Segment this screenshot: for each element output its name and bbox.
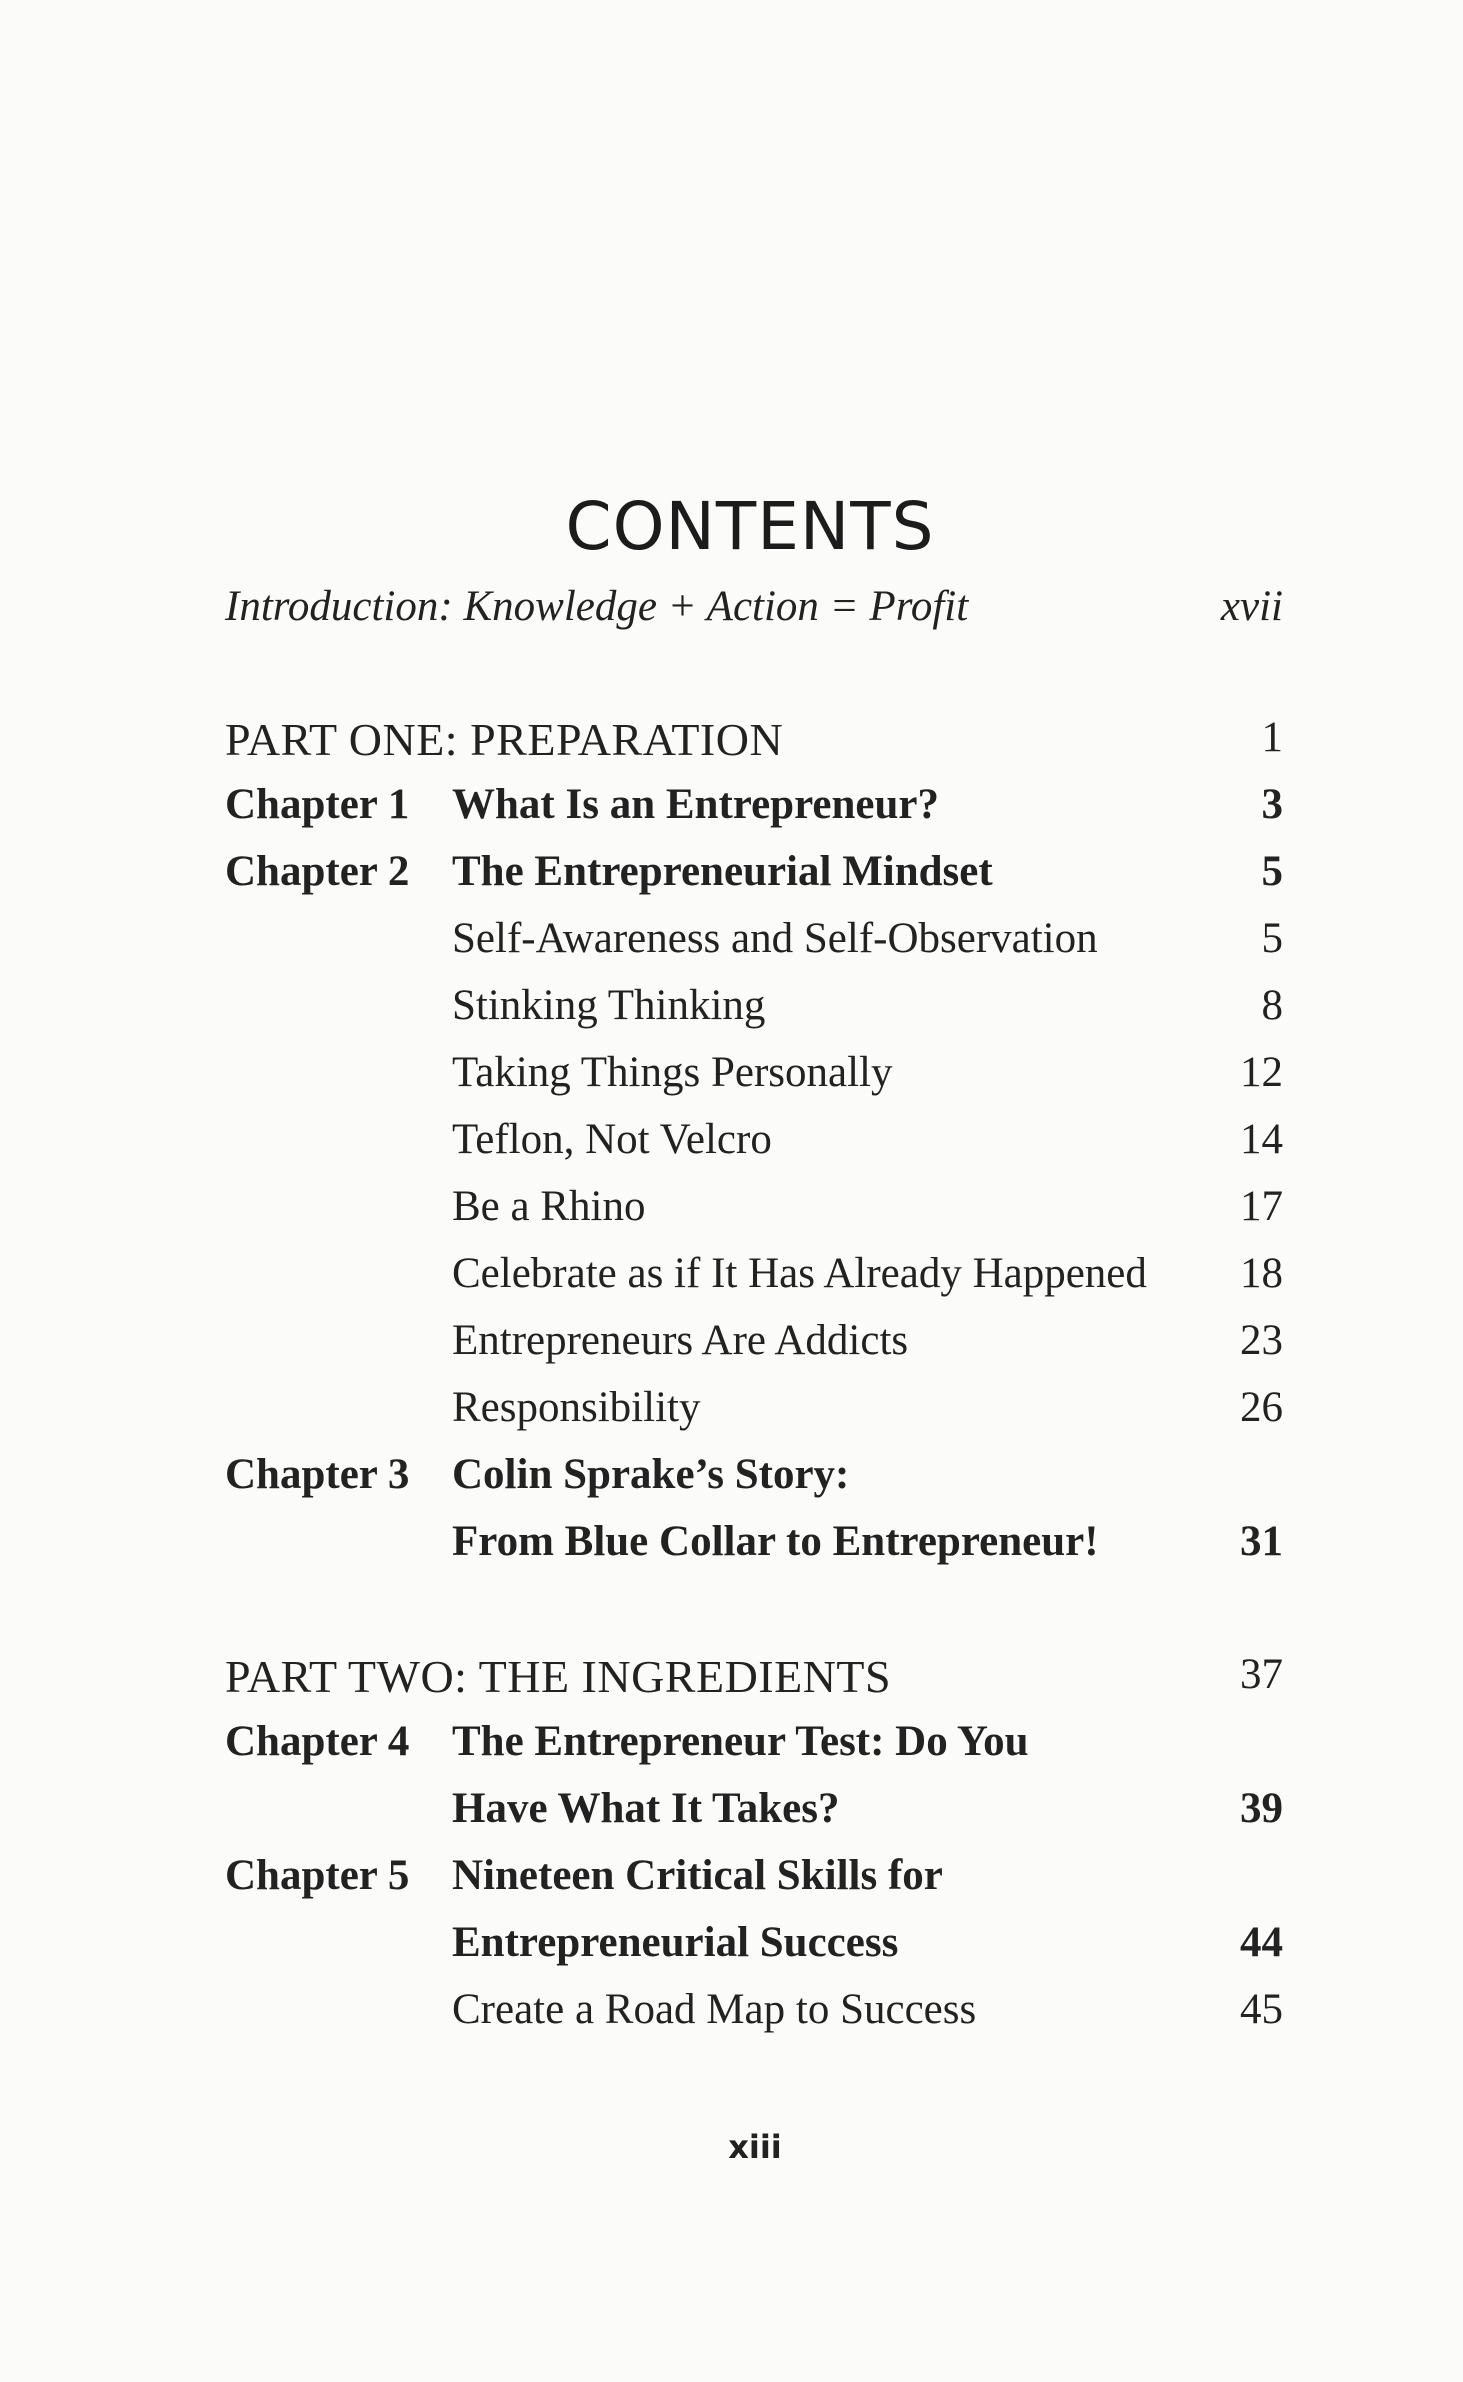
- part-page: 37: [1240, 1651, 1283, 1698]
- section-page: 18: [1240, 1250, 1283, 1297]
- section-page: 5: [1261, 915, 1283, 962]
- section-title: Be a Rhino: [452, 1183, 646, 1230]
- chapter-page: 44: [1240, 1919, 1283, 1966]
- toc-entry-chapter-1: [0, 780, 1463, 840]
- chapter-label: Chapter 1: [225, 781, 410, 828]
- chapter-title-line2: Have What It Takes?: [452, 1785, 840, 1832]
- chapter-page: 5: [1261, 848, 1283, 895]
- chapter-page: 31: [1240, 1518, 1283, 1565]
- section-page: 14: [1240, 1116, 1283, 1163]
- toc-entry-chapter-5-cont: [0, 1918, 1463, 1978]
- chapter-title-line1: The Entrepreneur Test: Do You: [452, 1718, 1029, 1765]
- toc-section: [0, 1383, 1463, 1443]
- section-title: Teflon, Not Velcro: [452, 1116, 772, 1163]
- section-title: Create a Road Map to Success: [452, 1986, 977, 2033]
- toc-entry-chapter-3: [0, 1450, 1463, 1510]
- section-page: 23: [1240, 1317, 1283, 1364]
- toc-entry-chapter-2: [0, 847, 1463, 907]
- chapter-label: Chapter 4: [225, 1718, 410, 1765]
- section-title: Stinking Thinking: [452, 982, 766, 1029]
- section-title: Celebrate as if It Has Already Happened: [452, 1250, 1147, 1297]
- chapter-title-line2: From Blue Collar to Entrepreneur!: [452, 1518, 1099, 1565]
- chapter-title: The Entrepreneurial Mindset: [452, 848, 993, 895]
- toc-entry-chapter-3-cont: [0, 1517, 1463, 1577]
- section-page: 12: [1240, 1049, 1283, 1096]
- toc-section: [0, 1249, 1463, 1309]
- toc-section: [0, 981, 1463, 1041]
- part-page: 1: [1261, 714, 1283, 761]
- section-page: 8: [1261, 982, 1283, 1029]
- section-title: Taking Things Personally: [452, 1049, 893, 1096]
- chapter-title-line1: Nineteen Critical Skills for: [452, 1852, 943, 1899]
- part-heading-two: [0, 1650, 1463, 1710]
- section-title: Self-Awareness and Self-Observation: [452, 915, 1098, 962]
- section-page: 45: [1240, 1986, 1283, 2033]
- section-title: Responsibility: [452, 1384, 701, 1431]
- toc-entry-introduction: [0, 582, 1463, 642]
- section-page: 26: [1240, 1384, 1283, 1431]
- toc-section: [0, 1115, 1463, 1175]
- chapter-page: 39: [1240, 1785, 1283, 1832]
- toc-section: [0, 1182, 1463, 1242]
- chapter-label: Chapter 5: [225, 1852, 410, 1899]
- page-title: CONTENTS: [565, 488, 935, 565]
- toc-entry-chapter-4-cont: [0, 1784, 1463, 1844]
- entry-title: Introduction: Knowledge + Action = Profit: [225, 583, 969, 630]
- section-title: Entrepreneurs Are Addicts: [452, 1317, 909, 1364]
- chapter-label: Chapter 3: [225, 1451, 410, 1498]
- toc-section: [0, 914, 1463, 974]
- section-page: 17: [1240, 1183, 1283, 1230]
- page-number: xiii: [728, 2128, 782, 2166]
- part-title: PART ONE: PREPARATION: [225, 714, 784, 765]
- toc-section: [0, 1316, 1463, 1376]
- chapter-title-line2: Entrepreneurial Success: [452, 1919, 899, 1966]
- part-heading-one: [0, 713, 1463, 773]
- toc-entry-chapter-4: [0, 1717, 1463, 1777]
- toc-section: [0, 1048, 1463, 1108]
- chapter-title: What Is an Entrepreneur?: [452, 781, 939, 828]
- toc-section: [0, 1985, 1463, 2045]
- entry-page: xvii: [1220, 583, 1283, 630]
- part-title: PART TWO: THE INGREDIENTS: [225, 1651, 892, 1702]
- chapter-label: Chapter 2: [225, 848, 410, 895]
- toc-entry-chapter-5: [0, 1851, 1463, 1911]
- chapter-title-line1: Colin Sprake’s Story:: [452, 1451, 850, 1498]
- chapter-page: 3: [1261, 781, 1283, 828]
